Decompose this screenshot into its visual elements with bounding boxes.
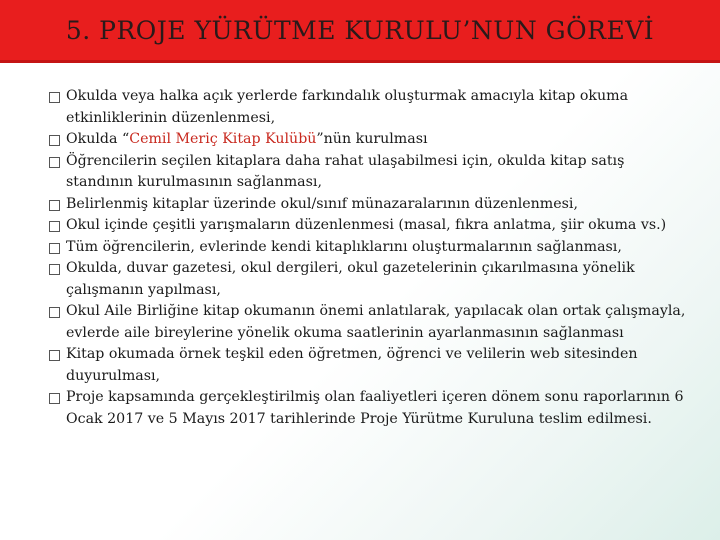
list-item bbox=[48, 344, 688, 387]
list-item bbox=[48, 237, 688, 259]
list-item-text-post: ”nün kurulması bbox=[316, 131, 428, 147]
checkbox-bullet-icon bbox=[48, 194, 66, 216]
checkbox-bullet-icon bbox=[48, 258, 66, 280]
bullet-list bbox=[48, 86, 688, 430]
list-item-text: Okulda, duvar gazetesi, okul dergileri, okul gazetelerinin çıkarılmasına yönelik çalışmanın yapılması, bbox=[66, 260, 635, 298]
list-item bbox=[48, 129, 688, 151]
list-item-text: Okul içinde çeşitli yarışmaların düzenlenmesi (masal, fıkra anlatma, şiir okuma vs.) bbox=[66, 217, 667, 233]
list-item bbox=[48, 301, 688, 344]
list-item-text: Okulda veya halka açık yerlerde farkındalık oluşturmak amacıyla kitap okuma etkinliklerinin düzenlenmesi, bbox=[66, 88, 629, 126]
slide-title: 5. PROJE YÜRÜTME KURULU’NUN GÖREVİ bbox=[65, 15, 655, 45]
list-item-text: Belirlenmiş kitaplar üzerinde okul/sınıf münazaralarının düzenlenmesi, bbox=[66, 195, 578, 212]
checkbox-bullet-icon bbox=[48, 344, 66, 366]
list-item-text-pre: Okulda “ bbox=[66, 131, 130, 147]
checkbox-bullet-icon bbox=[48, 151, 66, 173]
checkbox-bullet-icon bbox=[48, 237, 66, 259]
list-item-text bbox=[66, 129, 688, 151]
list-item-text: Kitap okumada örnek teşkil eden öğretmen, öğrenci ve velilerin web sitesinden duyurulması, bbox=[66, 346, 638, 384]
checkbox-bullet-icon bbox=[48, 387, 66, 409]
list-item bbox=[48, 387, 688, 430]
title-bar bbox=[0, 0, 720, 63]
list-item bbox=[48, 86, 688, 129]
checkbox-bullet-icon bbox=[48, 86, 66, 108]
club-name-highlight: Cemil Meriç Kitap Kulübü bbox=[129, 131, 317, 147]
list-item-text: Öğrencilerin seçilen kitaplara daha rahat ulaşabilmesi için, okulda kitap satış standının kurulmasının sağlanması, bbox=[66, 152, 625, 190]
checkbox-bullet-icon bbox=[48, 301, 66, 323]
list-item bbox=[48, 194, 688, 216]
checkbox-bullet-icon bbox=[48, 215, 66, 237]
list-item bbox=[48, 151, 688, 194]
list-item-text: Tüm öğrencilerin, evlerinde kendi kitaplıklarını oluşturmalarının sağlanması, bbox=[66, 238, 622, 255]
list-item-text: Proje kapsamında gerçekleştirilmiş olan faaliyetleri içeren dönem sonu raporlarının 6 Ocak 2017 ve 5 Mayıs 2017 tarihlerinde Proje Yürütme Kuruluna teslim edilmesi. bbox=[66, 389, 684, 427]
list-item bbox=[48, 258, 688, 301]
list-item-text: Okul Aile Birliğine kitap okumanın önemi anlatılarak, yapılacak olan ortak çalışmayla, evlerde aile bireylerine yönelik okuma saatlerinin ayarlanmasının sağlanması bbox=[66, 303, 686, 341]
list-item bbox=[48, 215, 688, 237]
checkbox-bullet-icon bbox=[48, 129, 66, 151]
